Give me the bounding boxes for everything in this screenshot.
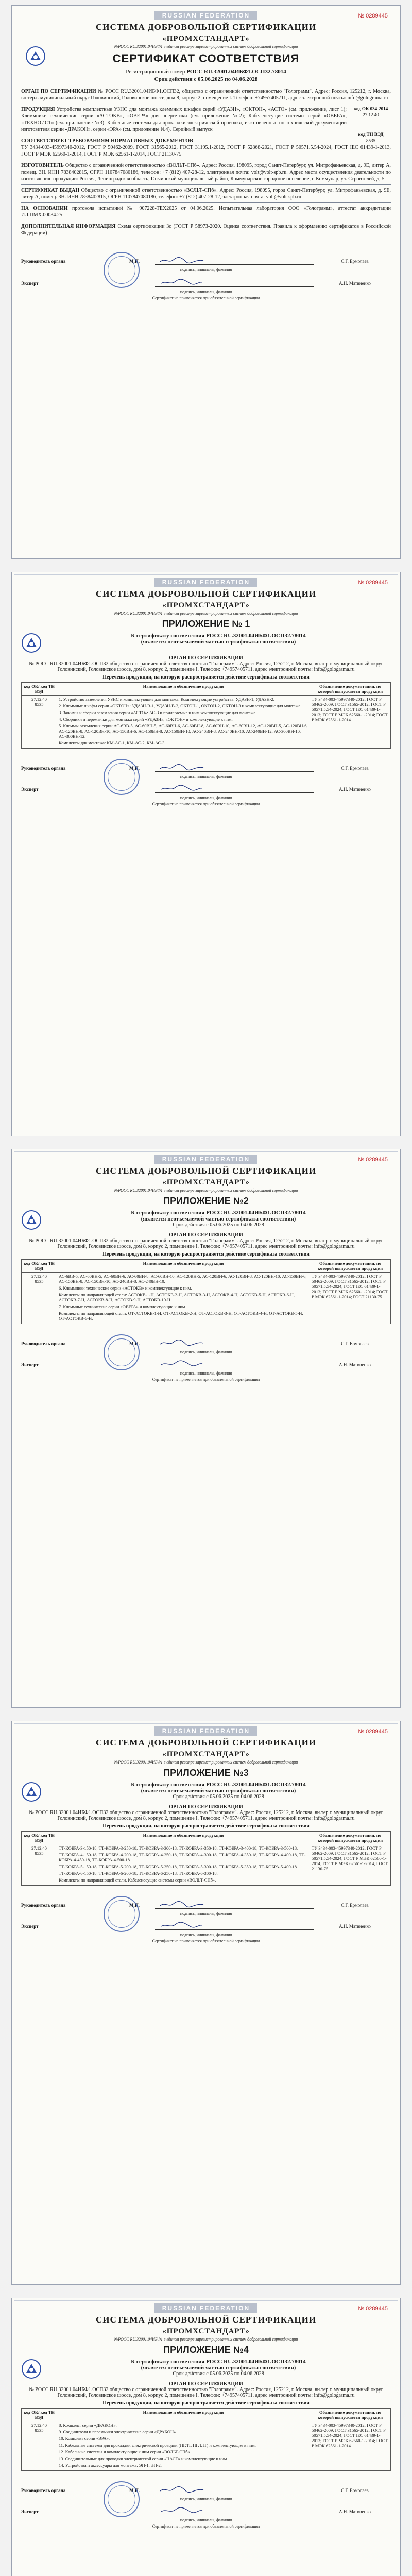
product-line: 3. Зажимы и сборки заземления серии «АСТО»: АС-3 и прилагаемые к ним комплектующие для монтажа. <box>59 710 257 715</box>
appendix-reference <box>46 2359 391 2377</box>
issued-to-heading: СЕРТИФИКАТ ВЫДАН <box>21 188 80 193</box>
expert-label: Эксперт <box>21 1923 39 1929</box>
organ-block <box>21 1804 391 1821</box>
tnved-code: 8535 <box>35 702 44 707</box>
expert-name: А.Н. Матвиенко <box>339 786 371 792</box>
table-header-row <box>22 1260 391 1273</box>
reference-subtext: (является неотъемлемой частью сертификата соответствия) <box>141 1216 296 1222</box>
okpd-code: 27.12.40 <box>31 697 47 702</box>
reference-subtext: (является неотъемлемой частью сертификата соответствия) <box>141 639 296 645</box>
stamp-label: М.П. <box>129 1902 140 1908</box>
system-title: СИСТЕМА ДОБРОВОЛЬНОЙ СЕРТИФИКАЦИИ <box>95 22 317 32</box>
table-row <box>22 2421 391 2471</box>
product-line: 4. Сборники и перемычки для монтажа серий «УДАЗН», «ОКТОН» и комплектующие к ним. <box>59 717 233 722</box>
certification-logo-icon <box>21 1782 42 1802</box>
organ-block <box>21 2381 391 2398</box>
basis-section <box>21 205 391 218</box>
system-name: «ПРОМХСТАНДАРТ» <box>162 1750 250 1758</box>
classification-codes <box>353 106 389 144</box>
head-signature-row <box>21 257 391 265</box>
expert-label: Эксперт <box>21 2509 39 2514</box>
product-line: 2. Клеммные шкафы серии «ОКТОН»: УДАЗН-В-1, УДАЗН-В-2, ОКТОН-1, ОКТОН-2, ОКТОН-3 и комплектующие для монтажа. <box>59 703 302 708</box>
expert-name: А.Н. Матвиенко <box>339 1362 371 1367</box>
appendix-reference <box>46 633 391 645</box>
system-title: СИСТЕМА ДОБРОВОЛЬНОЙ СЕРТИФИКАЦИИ <box>95 2315 317 2325</box>
reference-text: К сертификату соответствия РОСС RU.32001.04ИБФ1.ОСП32.78014 <box>131 1782 306 1788</box>
signature-caption: подпись, инициалы, фамилия <box>180 2518 232 2522</box>
appendix-validity: Срок действия с 05.06.2025 по 04.06.2028 <box>173 2371 264 2377</box>
expert-signature-line <box>155 1922 314 1930</box>
product-line: ТТ-КОБРА-5-150-18, ТТ-КОБРА-5-200-18, ТТ-КОБРА-5-250-18, ТТ-КОБРА-5-300-18, ТТ-КОБРА-5-350-18, ТТ-КОБРА-5-400-18. <box>59 1864 298 1869</box>
certification-logo-icon <box>21 2359 42 2379</box>
serial-number: № 0289445 <box>358 2306 388 2312</box>
appendix-header <box>21 1782 391 1802</box>
signature-caption: подпись, инициалы, фамилия <box>180 795 232 800</box>
appendix-header <box>21 1210 391 1230</box>
appendix-header <box>21 633 391 653</box>
signature-scribble-icon <box>159 785 205 792</box>
signature-caption: подпись, инициалы, фамилия <box>180 1911 232 1916</box>
table-header-row <box>22 2409 391 2421</box>
expert-name: А.Н. Матвиенко <box>339 2509 371 2514</box>
doc-cell: ТУ 3434-003-45997340-2012; ГОСТ Р 50462-2009; ГОСТ 31565-2012; ГОСТ Р 50571.5.54-2024; ГОСТ IEC 61439-1-2013; ГОСТ Р МЭК 62560-1-2014; ГОСТ Р МЭК 62561-1-2014; ГОСТ 21130-75 <box>310 1273 391 1324</box>
head-name: С.Г. Ермолаев <box>341 1341 369 1346</box>
doc-cell: ТУ 3434-003-45997340-2012; ГОСТ Р 50462-2009; ГОСТ 31565-2012; ГОСТ Р 50571.5.54-2024; ГОСТ Р МЭК 62560-1-2014; ГОСТ Р МЭК 62561-1-2014; ГОСТ 21130-75 <box>310 1844 391 1886</box>
head-name: С.Г. Ермолаев <box>341 2487 369 2493</box>
signature-caption: подпись, инициалы, фамилия <box>180 1371 232 1376</box>
product-table <box>21 682 391 749</box>
certification-logo-icon <box>21 633 42 653</box>
organ-text: № РОСС RU.32001.04ИБФ1.ОСП32 общество с ограниченной ответственностью "Голограмм". Адрес: Россия, 125212, г. Москва, вн.тер.г. муниципальный округ Головинский, Головинское шоссе, дом 8, корпус 2, помещение I. Телефон: +74957405711, адрес электронной почты: info@golograma.ru <box>29 1810 383 1821</box>
signature-caption: подпись, инициалы, фамилия <box>180 2497 232 2501</box>
column-header-name: Наименование и обозначение продукции <box>57 2409 310 2421</box>
table-row <box>22 1844 391 1886</box>
stamp-label: М.П. <box>129 1341 140 1346</box>
reference-text: К сертификату соответствия РОСС RU.32001.04ИБФ1.ОСП32.78014 <box>131 1210 306 1216</box>
column-header-name: Наименование и обозначение продукции <box>57 1832 310 1844</box>
manufacturer-heading: ИЗГОТОВИТЕЛЬ <box>21 163 64 168</box>
doc-cell: ТУ 3434-003-45997340-2012; ГОСТ Р 50462-2009; ГОСТ 31565-2012; ГОСТ Р 50571.5.54-2024; ГОСТ IEC 61439-1-2013; ГОСТ Р МЭК 62560-1-2014; ГОСТ Р МЭК 62561-1-2014 <box>310 2421 391 2471</box>
organ-heading: ОРГАН ПО СЕРТИФИКАЦИИ <box>169 1232 243 1238</box>
extra-info-heading: ДОПОЛНИТЕЛЬНАЯ ИНФОРМАЦИЯ <box>21 224 116 229</box>
organ-block <box>21 1232 391 1249</box>
registry-line: №РОСС RU.32001.04ИБФ1 в едином реестре зарегистрированных систем добровольной сертификации <box>114 2337 298 2342</box>
issued-to-section <box>21 187 391 200</box>
stamp-label: М.П. <box>129 258 140 264</box>
product-line: 11. Кабельные системы для прокладки электрической проводки (ПГЛТ, ПГЛЛТ) и комплектующие к ним. <box>59 2443 256 2448</box>
organ-stamp <box>104 1334 140 1370</box>
organ-text: № РОСС RU.32001.04ИБФ1.ОСП32, общество с ограниченной ответственностью "Голограмм". Адрес: Россия, 125212, г. Москва, вн.тер.г. муниципальный округ Головинский, Головинское шоссе, дом 8, корпус 2, помещение I. Телефон: +74957405711, адрес электронной почты: info@golograma.ru <box>21 89 391 101</box>
country-banner: RUSSIAN FEDERATION <box>154 1726 258 1736</box>
product-heading: ПРОДУКЦИЯ <box>21 107 55 112</box>
tnved-code: 8535 <box>35 1851 44 1856</box>
product-line: ТТ-КОБРА-3-150-18, ТТ-КОБРА-3-250-18, ТТ-КОБРА-3-300-18, ТТ-КОБРА-3-350-18, ТТ-КОБРА-3-400-18, ТТ-КОБРА-3-500-18. <box>59 1845 298 1851</box>
tnved-value: 8535 <box>366 138 375 143</box>
expert-label: Эксперт <box>21 280 39 286</box>
footer-note: Сертификат не применяется при обязательной сертификации <box>152 296 260 300</box>
column-header-name: Наименование и обозначение продукции <box>57 1260 310 1273</box>
column-header-doc: Обозначение документации, по которой выпускается продукция <box>310 2409 391 2421</box>
signature-caption: подпись, инициалы, фамилия <box>180 267 232 272</box>
head-signature-row <box>21 1340 391 1347</box>
reference-subtext: (является неотъемлемой частью сертификата соответствия) <box>141 1788 296 1794</box>
head-label: Руководитель органа <box>21 1341 66 1346</box>
product-line: 9. Соединители и перемычки электрические серии «ДРАКОН». <box>59 2429 177 2434</box>
okpd-label: код ОК 034-2014 <box>353 106 388 111</box>
signature-caption: подпись, инициалы, фамилия <box>180 290 232 294</box>
head-signature-line <box>155 2486 314 2494</box>
okpd-code: 27.12.40 <box>31 2422 47 2428</box>
requirements-heading: СООТВЕТСТВУЕТ ТРЕБОВАНИЯМ НОРМАТИВНЫХ ДОКУМЕНТОВ <box>21 138 193 144</box>
system-title: СИСТЕМА ДОБРОВОЛЬНОЙ СЕРТИФИКАЦИИ <box>95 1166 317 1176</box>
expert-signature-row <box>21 1922 391 1930</box>
system-title: СИСТЕМА ДОБРОВОЛЬНОЙ СЕРТИФИКАЦИИ <box>95 589 317 599</box>
signature-scribble-icon <box>159 257 205 264</box>
stamp-label: М.П. <box>129 2487 140 2493</box>
expert-label: Эксперт <box>21 786 39 792</box>
system-title: СИСТЕМА ДОБРОВОЛЬНОЙ СЕРТИФИКАЦИИ <box>95 1738 317 1748</box>
validity-text: Срок действия с 05.06.2025 по 04.06.2028 <box>154 76 258 82</box>
product-cell <box>57 1844 310 1886</box>
stamp-label: М.П. <box>129 765 140 771</box>
issued-to-text: Общество с ограниченной ответственностью «ВОЛЬТ-СПб». Адрес: Россия, 198095, город Санкт-Петербург, ул. Митрофаньевская, д. 9Е, литер А, помещ. 3Н. ИНН 7838402815, ОГРН 1107847080186, телефон: +7 (812) 407-28-12, электронная почта: volt@volt-spb.ru <box>21 188 391 200</box>
column-header-doc: Обозначение документации, по которой выпускается продукция <box>310 1832 391 1844</box>
organ-stamp <box>104 1896 140 1932</box>
signature-caption: подпись, инициалы, фамилия <box>180 1933 232 1937</box>
table-row <box>22 1273 391 1324</box>
head-name: С.Г. Ермолаев <box>341 1902 369 1908</box>
product-line: ТТ-КОБРА-6-150-18, ТТ-КОБРА-6-200-18, ТТ-КОБРА-6-250-18, ТТ-КОБРА-6-300-18. <box>59 1871 218 1876</box>
product-line: 13. Соединительные для проводки электрической серии «НАСТ» и комплектующие к ним. <box>59 2456 228 2461</box>
product-line: 5. Клеммы заземления серии АС-6ВВ-5, АС-60ВН-5, АС-60ВН-6, АС-60ВН-8, АС-60ВН-10, АС-60ВН-12, АС-120ВН-5, АС-120ВН-6, АС-120ВН-8, АС-120ВН-10, АС-150ВН-6, АС-150ВН-8, АС-150ВН-10, АС-240ВН-8, АС-240ВН-10, АС-240ВН-12, АС-300ВН-10, АС-300ВН-12. <box>59 723 308 739</box>
signature-caption: подпись, инициалы, фамилия <box>180 1350 232 1354</box>
organ-text: № РОСС RU.32001.04ИБФ1.ОСП32 общество с ограниченной ответственностью "Голограмм". Адрес: Россия, 125212, г. Москва, вн.тер.г. муниципальный округ Головинский, Головинское шоссе, дом 8, корпус 2, помещение I. Телефон: +74957405711, адрес электронной почты: info@golograma.ru <box>29 661 383 672</box>
organ-heading: ОРГАН ПО СЕРТИФИКАЦИИ <box>169 2381 243 2387</box>
appendix-validity: Срок действия с 05.06.2025 по 04.06.2028 <box>173 1222 264 1228</box>
expert-signature-row <box>21 2507 391 2515</box>
registration-number <box>21 69 391 75</box>
requirements-text: ТУ 3434-003-45997340-2012, ГОСТ Р 50462-2009, ГОСТ 31565-2012, ГОСТ 31195.1-2012, ГОСТ Р 52868-2021, ГОСТ Р 50571.5.54-2024, ГОСТ IEC 61439-1-2013, ГОСТ Р МЭК 62560-1-2014, ГОСТ Р МЭК 62561-1-2014, ГОСТ 21130-75 <box>21 145 391 157</box>
product-cell <box>57 2421 310 2471</box>
expert-signature-row <box>21 279 391 287</box>
appendix-sheet <box>11 2298 401 2576</box>
registry-line: №РОСС RU.32001.04ИБФ1 в едином реестре зарегистрированных систем добровольной сертификации <box>114 44 298 49</box>
organ-block <box>21 655 391 672</box>
head-label: Руководитель органа <box>21 1902 66 1908</box>
code-cell <box>22 696 57 749</box>
product-table <box>21 1259 391 1324</box>
product-line: Комплекты для монтажа: КМ-АС-1, КМ-АС-2, КМ-АС-3. <box>59 740 166 745</box>
okpd-code: 27.12.40 <box>31 1845 47 1851</box>
footer-note: Сертификат не применяется при обязательной сертификации <box>152 2524 260 2529</box>
registry-line: №РОСС RU.32001.04ИБФ1 в едином реестре зарегистрированных систем добровольной сертификации <box>114 1760 298 1765</box>
product-list-heading: Перечень продукции, на которую распространяется действие сертификата соответствия <box>102 1251 310 1257</box>
head-signature-row <box>21 2486 391 2494</box>
product-line: 12. Кабельные системы и комплектующие к ним серии «ВОЛЬТ-СПб». <box>59 2449 191 2454</box>
appendix-title: ПРИЛОЖЕНИЕ №2 <box>163 1196 249 1206</box>
divider <box>21 184 391 185</box>
organ-stamp <box>104 759 140 795</box>
organ-heading: ОРГАН ПО СЕРТИФИКАЦИИ <box>169 655 243 661</box>
certification-logo-icon <box>21 1210 42 1230</box>
expert-signature-row <box>21 785 391 793</box>
product-line: Комплекты по направляющей стали: ОТ-АСТОКВ-1-Н, ОТ-АСТОКВ-2-Н, ОТ-АСТОКВ-3-Н, ОТ-АСТОКВ-4-Н, ОТ-АСТОКВ-5-Н, ОТ-АСТОКВ-6-Н. <box>59 1311 303 1321</box>
column-header-doc: Обозначение документации, по которой выпускается продукция <box>310 683 391 696</box>
head-signature-row <box>21 1901 391 1909</box>
column-header-doc: Обозначение документации, по которой выпускается продукция <box>310 1260 391 1273</box>
signature-block <box>21 764 391 806</box>
product-section <box>21 106 347 133</box>
appendix-title: ПРИЛОЖЕНИЕ №3 <box>163 1768 249 1778</box>
product-line: 6. Клеммники технические серии «АСТОКВ» и комплектующие к ним. <box>59 1285 192 1291</box>
system-name: «ПРОМХСТАНДАРТ» <box>162 2327 250 2335</box>
code-cell <box>22 2421 57 2471</box>
code-cell <box>22 1273 57 1324</box>
serial-number: № 0289445 <box>358 13 388 19</box>
signature-scribble-icon <box>159 1339 205 1346</box>
doc-cell: ТУ 3434-003-45997340-2012; ГОСТ Р 50462-2009; ГОСТ 31565-2012; ГОСТ Р 50571.5.54-2024; ГОСТ IEC 61439-1-2013; ГОСТ Р МЭК 62560-1-2014; ГОСТ Р МЭК 62561-1-2014 <box>310 696 391 749</box>
organ-section <box>21 88 391 101</box>
product-line: Комплекты по направляющей стали. Кабеленесущие системы серии «ВОЛЬТ-СПб». <box>59 1877 216 1883</box>
product-line: АС-6ВВ-5, АС-60ВН-5, АС-60ВН-6, АС-60ВН-8, АС-60ВН-10, АС-120ВН-5, АС-120ВН-6, АС-120ВН-8, АС-120ВН-10, АС-150ВН-6, АС-150ВН-8, АС-150ВН-10, АС-240ВН-8, АС-240ВН-10. <box>59 1274 307 1284</box>
expert-signature-row <box>21 1361 391 1368</box>
appendix-title: ПРИЛОЖЕНИЕ № 1 <box>162 619 250 629</box>
reg-label: Регистрационный номер <box>126 69 185 75</box>
serial-number: № 0289445 <box>358 1157 388 1163</box>
certificate-title: СЕРТИФИКАТ СООТВЕТСТВИЯ <box>112 52 300 65</box>
product-list-heading: Перечень продукции, на которую распространяется действие сертификата соответствия <box>102 2400 310 2406</box>
product-table <box>21 2408 391 2471</box>
validity-period <box>21 76 391 82</box>
system-name: «ПРОМХСТАНДАРТ» <box>162 35 250 43</box>
signature-block <box>21 2486 391 2529</box>
organ-heading: ОРГАН ПО СЕРТИФИКАЦИИ <box>21 89 96 94</box>
product-text: Устройства комплектные УЗНС для монтажа клеммных шкафов серий «УДАЗН», «ОКТОН», «АСТО» (см. приложение, лист 1); Клеммники технические серии «АСТОКВ», «ОВЕРА» для энергетики (см. приложение №2); Кабеленесущие системы серий «ОВЕРА», «ТЕХНОИСТ» (см. приложение №3). Кабельные системы для прокладки электрической проводки, изготовленные по технической документации изготовителя серии «ДРАКОН», серии «ЭРА» (см. приложение №4). Серийный выпуск <box>21 107 347 132</box>
registry-line: №РОСС RU.32001.04ИБФ1 в едином реестре зарегистрированных систем добровольной сертификации <box>114 611 298 616</box>
expert-signature-line <box>155 1361 314 1368</box>
reference-text: К сертификату соответствия РОСС RU.32001.04ИБФ1.ОСП32.78014 <box>131 633 306 639</box>
footer-note: Сертификат не применяется при обязательной сертификации <box>152 802 260 806</box>
product-line: 10. Комплект серии «ЭРА». <box>59 2436 110 2441</box>
reg-value: РОСС RU.32001.04ИБФ1.ОСП32.78014 <box>186 69 286 75</box>
appendix-header <box>21 2359 391 2379</box>
organ-heading: ОРГАН ПО СЕРТИФИКАЦИИ <box>169 1804 243 1810</box>
appendix-sheet <box>11 1149 401 1708</box>
system-name: «ПРОМХСТАНДАРТ» <box>162 1178 250 1187</box>
okpd-code: 27.12.40 <box>31 1274 47 1279</box>
expert-signature-line <box>155 2507 314 2515</box>
tnved-code: 8535 <box>35 2428 44 2433</box>
head-name: С.Г. Ермолаев <box>341 258 369 264</box>
extra-info-text: Схема сертификации 3с (ГОСТ Р 58973-2020. Оценка соответствия. Правила к оформлению сертификатов в Российской Федерации) <box>21 224 391 236</box>
serial-number: № 0289445 <box>358 1728 388 1735</box>
basis-heading: НА ОСНОВАНИИ <box>21 206 68 211</box>
footer-note: Сертификат не применяется при обязательной сертификации <box>152 1939 260 1943</box>
manufacturer-section <box>21 162 391 182</box>
signature-scribble-icon <box>159 1360 205 1367</box>
country-banner: RUSSIAN FEDERATION <box>154 2303 258 2313</box>
head-signature-line <box>155 1901 314 1909</box>
product-cell <box>57 696 310 749</box>
requirements-section <box>21 138 391 158</box>
organ-stamp <box>104 2481 140 2517</box>
serial-number: № 0289445 <box>358 580 388 586</box>
product-line: 8. Комплект серии «ДРАКОН». <box>59 2422 117 2428</box>
expert-name: А.Н. Матвиенко <box>339 1923 371 1929</box>
column-header-code: код ОК/ код ТН ВЭД <box>22 2409 57 2421</box>
product-table <box>21 1831 391 1886</box>
product-list-heading: Перечень продукции, на которую распространяется действие сертификата соответствия <box>102 674 310 680</box>
certification-logo-icon <box>25 46 46 66</box>
product-line: 1. Устройство заземления УЗНС и комплектующие для монтажа. Комплектующие устройства: УДАЗН-1, УДАЗН-2. <box>59 697 274 702</box>
column-header-name: Наименование и обозначение продукции <box>57 683 310 696</box>
appendix-reference <box>46 1782 391 1800</box>
head-signature-line <box>155 1340 314 1347</box>
country-banner: RUSSIAN FEDERATION <box>154 578 258 587</box>
signature-scribble-icon <box>159 2486 205 2493</box>
appendix-validity: Срок действия с 05.06.2025 по 04.06.2028 <box>173 1794 264 1800</box>
signature-block <box>21 1901 391 1943</box>
system-name: «ПРОМХСТАНДАРТ» <box>162 601 250 609</box>
product-line: ТТ-КОБРА-4-150-18, ТТ-КОБРА-4-200-18, ТТ-КОБРА-4-250-18, ТТ-КОБРА-4-300-18, ТТ-КОБРА-4-350-18, ТТ-КОБРА-4-400-18, ТТ-КОБРА-4-450-18, ТТ-КОБРА-4-500-18. <box>59 1852 306 1862</box>
expert-signature-line <box>155 785 314 793</box>
table-row <box>22 696 391 749</box>
expert-label: Эксперт <box>21 1362 39 1367</box>
product-line: Комплекты по направляющей стали: АСТОКВ-1-Н, АСТОКВ-2-Н, АСТОКВ-3-Н, АСТОКВ-4-Н, АСТОКВ-5-Н, АСТОКВ-6-Н, АСТОКВ-7-Н, АСТОКВ-8-Н, АСТОКВ-9-Н, АСТОКВ-10-Н. <box>59 1292 295 1302</box>
product-rows <box>59 1845 308 1883</box>
reference-subtext: (является неотъемлемой частью сертификата соответствия) <box>141 2365 296 2371</box>
signature-scribble-icon <box>159 1922 205 1929</box>
table-header-row <box>22 683 391 696</box>
appendix-sheet <box>11 1721 401 2285</box>
signature-scribble-icon <box>159 2507 205 2514</box>
expert-name: А.Н. Матвиенко <box>339 280 371 286</box>
head-label: Руководитель органа <box>21 765 66 771</box>
country-banner: RUSSIAN FEDERATION <box>154 11 258 20</box>
product-cell <box>57 1273 310 1324</box>
table-header-row <box>22 1832 391 1844</box>
head-signature-row <box>21 764 391 772</box>
product-rows <box>59 697 308 745</box>
product-list-heading: Перечень продукции, на которую распространяется действие сертификата соответствия <box>102 1823 310 1829</box>
code-cell <box>22 1844 57 1886</box>
column-header-code: код ОК/ код ТН ВЭД <box>22 683 57 696</box>
footer-note: Сертификат не применяется при обязательной сертификации <box>152 1377 260 1382</box>
extra-info-section <box>21 223 391 236</box>
signature-block <box>21 257 391 300</box>
signature-scribble-icon <box>159 1901 205 1908</box>
appendix-reference <box>46 1210 391 1228</box>
organ-stamp <box>104 252 140 288</box>
head-label: Руководитель органа <box>21 2487 66 2493</box>
appendix-sheet <box>11 572 401 1136</box>
tnved-code: 8535 <box>35 1279 44 1284</box>
signature-scribble-icon <box>159 764 205 771</box>
manufacturer-text: Общество с ограниченной ответственностью «ВОЛЬТ-СПб». Адрес: Россия, 198095, город Санкт-Петербург, ул. Митрофаньевская, д. 9Е, литер А, помещ. 3Н. ИНН 7838402815, ОГРН 1107847080186, телефон: +7 (812) 407-28-12, электронная почта: volt@volt-spb.ru. Адрес места осуществления деятельности по изготовлению продукции: Россия, Ленинградская область, Гатчинский муниципальный район, Коммунарское городское поселение, г. Коммунар, ул. Строителей, д. 5 <box>21 163 391 182</box>
signature-scribble-icon <box>159 279 205 286</box>
certificate-sheet <box>11 5 401 559</box>
registry-line: №РОСС RU.32001.04ИБФ1 в едином реестре зарегистрированных систем добровольной сертификации <box>114 1188 298 1193</box>
column-header-code: код ОК/ код ТН ВЭД <box>22 1832 57 1844</box>
product-rows <box>59 1274 308 1321</box>
country-banner: RUSSIAN FEDERATION <box>154 1155 258 1164</box>
organ-text: № РОСС RU.32001.04ИБФ1.ОСП32 общество с ограниченной ответственностью "Голограмм". Адрес: Россия, 125212, г. Москва, вн.тер.г. муниципальный округ Головинский, Головинское шоссе, дом 8, корпус 2, помещение I. Телефон: +74957405711, адрес электронной почты: info@golograma.ru <box>29 2387 383 2398</box>
product-line: 14. Устройства и аксессуары для монтажа: ЭП-1, ЭП-2. <box>59 2463 162 2468</box>
head-signature-line <box>155 257 314 265</box>
divider <box>21 202 391 203</box>
product-rows <box>59 2422 308 2468</box>
expert-signature-line <box>155 279 314 287</box>
reference-text: К сертификату соответствия РОСС RU.32001.04ИБФ1.ОСП32.78014 <box>131 2359 306 2365</box>
product-line: 7. Клеммные технические серии «ОВЕРА» и комплектующие к ним. <box>59 1304 186 1309</box>
appendix-title: ПРИЛОЖЕНИЕ №4 <box>163 2345 249 2355</box>
head-label: Руководитель органа <box>21 258 66 264</box>
signature-block <box>21 1340 391 1382</box>
tnved-label: код ТН ВЭД <box>358 132 384 137</box>
head-signature-line <box>155 764 314 772</box>
organ-text: № РОСС RU.32001.04ИБФ1.ОСП32 общество с ограниченной ответственностью "Голограмм". Адрес: Россия, 125212, г. Москва, вн.тер.г. муниципальный округ Головинский, Головинское шоссе, дом 8, корпус 2, помещение I. Телефон: +74957405711, адрес электронной почты: info@golograma.ru <box>29 1238 383 1249</box>
column-header-code: код ОК/ код ТН ВЭД <box>22 1260 57 1273</box>
basis-text: протокола испытаний № 907228-ТЕХ2025 от 04.06.2025. Испытательная лаборатория ООО «Голограмм», аттестат аккредитации ИЛ.ПМХ.00034.25 <box>21 206 391 218</box>
okpd-value: 27.12.40 <box>363 112 379 117</box>
head-name: С.Г. Ермолаев <box>341 765 369 771</box>
signature-caption: подпись, инициалы, фамилия <box>180 774 232 779</box>
